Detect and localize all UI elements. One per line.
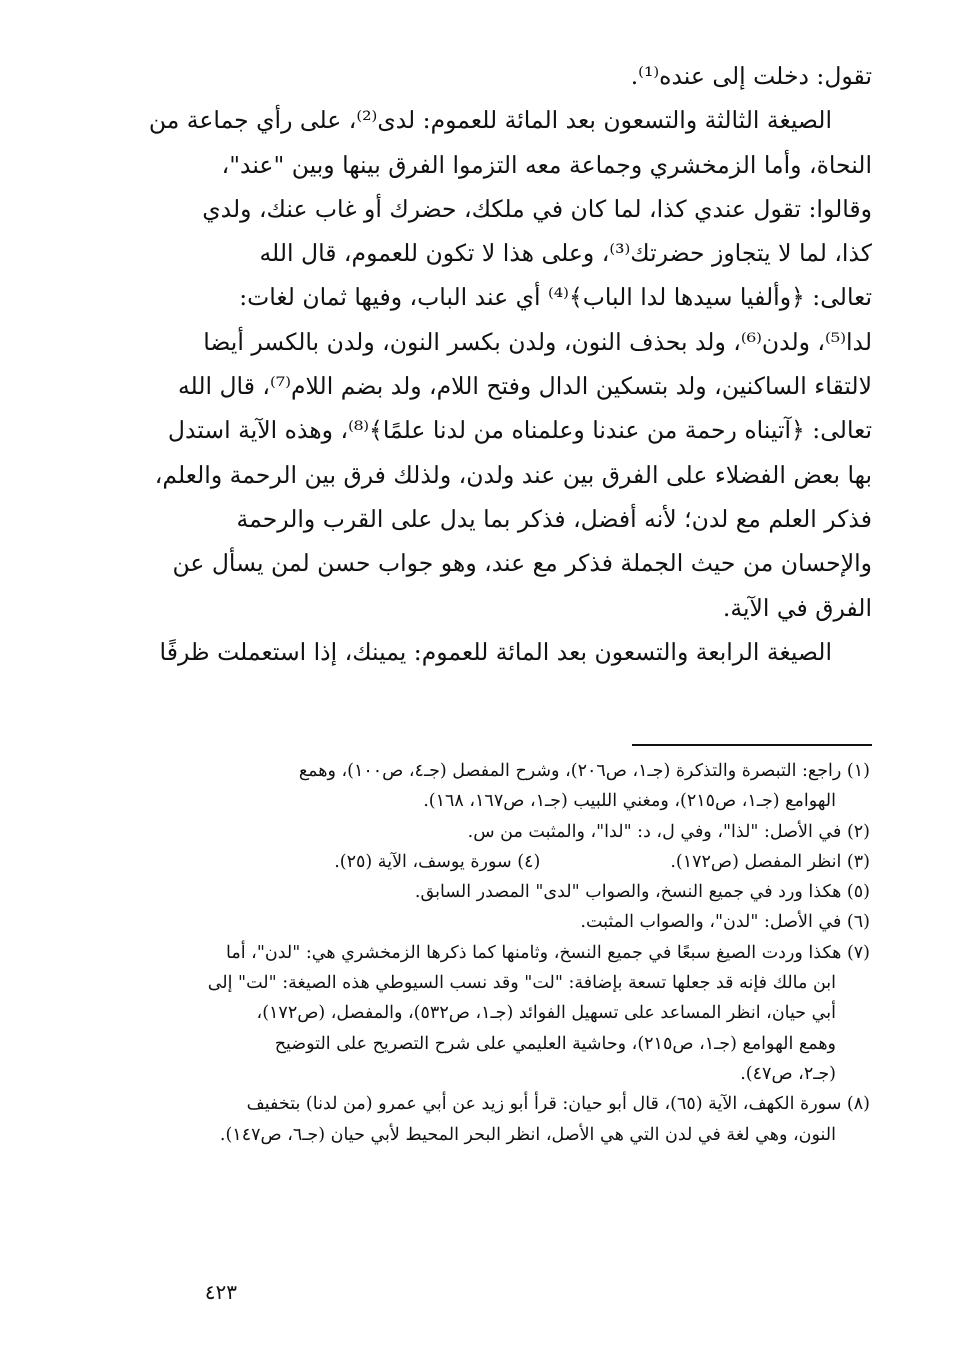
footnote-7-continuation: ابن مالك فإنه قد جعلها تسعة بإضافة: "لت" وقد نسب السيوطي هذه الصيغة: "لت" إلى: [207, 973, 836, 994]
body-text: [90, 54, 872, 674]
body-line: الصيغة الثالثة والتسعون بعد المائة للعموم: لدى⁽²⁾، على رأي جماعة من: [148, 106, 832, 135]
page-number: ٤٢٣: [204, 1280, 237, 1304]
body-line: بها بعض الفضلاء على الفرق بين عند ولدن، ولذلك فرق بين الرحمة والعلم،: [154, 460, 872, 489]
footnote-divider: [632, 744, 872, 746]
body-line: والإحسان من حيث الجملة فذكر مع عند، وهو جواب حسن لمن يسأل عن: [172, 549, 872, 578]
body-line: تعالى: ﴿آتيناه رحمة من عندنا وعلمناه من لدنا علمًا﴾⁽⁸⁾، وهذه الآية استدل: [167, 416, 872, 445]
body-line: الصيغة الرابعة والتسعون بعد المائة للعموم: يمينك، إذا استعملت ظرفًا: [159, 637, 832, 666]
footnote-1-continuation: الهوامع (جـ١، ص٢١٥)، ومغني اللبيب (جـ١، ص١٦٧، ١٦٨).: [423, 791, 836, 812]
footnote-8: (٨) سورة الكهف، الآية (٦٥)، قال أبو حيان: قرأ أبو زيد عن أبي عمرو (من لدنا) بتخفيف: [246, 1094, 870, 1115]
footnote-7-continuation: أبي حيان، انظر المساعد على تسهيل الفوائد (جـ١، ص٥٣٢)، والمفصل، (ص١٧٢)،: [256, 1003, 836, 1024]
footnote-7: (٧) هكذا وردت الصيغ سبعًا في جميع النسخ، وثامنها كما ذكرها الزمخشري هي: "لدن"، أما: [226, 942, 870, 963]
body-line: تقول: دخلت إلى عنده⁽¹⁾.: [630, 62, 872, 90]
body-line: الفرق في الآية.: [722, 593, 872, 622]
footnote-1: (١) راجع: التبصرة والتذكرة (جـ١، ص٢٠٦)، وشرح المفصل (جـ٤، ص١٠٠)، وهمع: [298, 761, 870, 781]
body-line: تعالى: ﴿وألفيا سيدها لدا الباب﴾⁽⁴⁾ أي عند الباب، وفيها ثمان لغات:: [239, 283, 872, 312]
footnote-6: (٦) في الأصل: "لدن"، والصواب المثبت.: [580, 912, 870, 933]
footnote-2: (٢) في الأصل: "لذا"، وفي ل، د: "لدا"، والمثبت من س.: [467, 821, 870, 842]
body-line: كذا، لما لا يتجاوز حضرتك⁽³⁾، وعلى هذا لا تكون للعموم، قال الله: [259, 239, 872, 268]
footnotes: [88, 756, 870, 1150]
footnote-4: (٤) سورة يوسف، الآية (٢٥).: [334, 851, 541, 872]
body-line: وقالوا: تقول عندي كذا، لما كان في ملكك، حضرك أو غاب عنك، ولدي: [202, 194, 872, 223]
footnote-3: (٣) انظر المفصل (ص١٧٢).: [670, 851, 870, 872]
body-line: فذكر العلم مع لدن؛ لأنه أفضل، فذكر بما يدل على القرب والرحمة: [236, 504, 872, 533]
body-line: لدا⁽⁵⁾، ولدن⁽⁶⁾، ولد بحذف النون، ولدن بكسر النون، ولدن بالكسر أيضا: [203, 327, 872, 356]
footnote-7-continuation: وهمع الهوامع (جـ١، ص٢١٥)، وحاشية العليمي على شرح التصريح على التوضيح: [274, 1033, 836, 1054]
footnote-7-continuation: (جـ٢، ص٤٧).: [740, 1063, 836, 1084]
footnote-row-3-4: [88, 847, 870, 877]
footnote-8-continuation: النون، وهي لغة في لدن التي هي الأصل، انظر البحر المحيط لأبي حيان (جـ٦، ص١٤٧).: [219, 1124, 836, 1145]
body-line: النحاة، وأما الزمخشري وجماعة معه التزموا الفرق بينها وبين "عند"،: [221, 150, 872, 179]
body-line: لالتقاء الساكنين، ولد بتسكين الدال وفتح اللام، ولد بضم اللام⁽⁷⁾، قال الله: [177, 372, 872, 401]
footnote-5: (٥) هكذا ورد في جميع النسخ، والصواب "لدى" المصدر السابق.: [414, 882, 870, 903]
